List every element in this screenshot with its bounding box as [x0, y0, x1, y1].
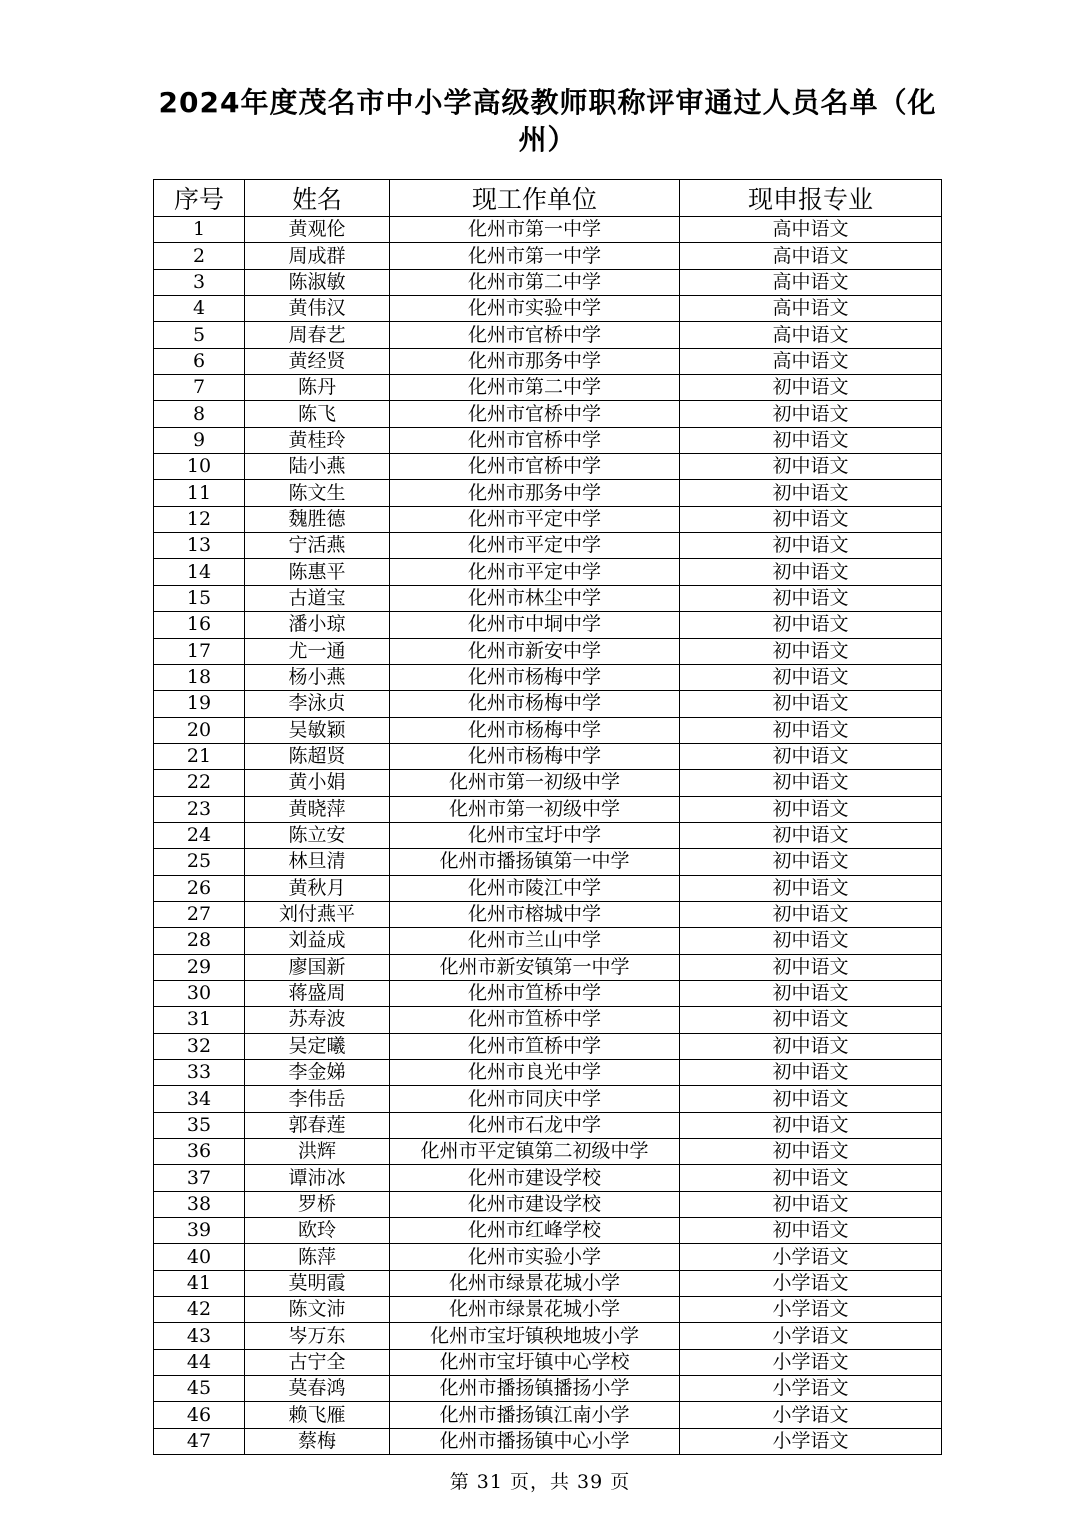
cell-name: 吴敏颖: [245, 717, 390, 743]
cell-major: 小学语文: [680, 1376, 942, 1402]
cell-number: 40: [154, 1244, 245, 1270]
cell-major: 小学语文: [680, 1244, 942, 1270]
cell-number: 23: [154, 796, 245, 822]
table-row: [154, 717, 942, 743]
cell-major: 初中语文: [680, 1165, 942, 1191]
cell-workplace: 化州市榕城中学: [390, 901, 680, 927]
cell-workplace: 化州市笪桥中学: [390, 1033, 680, 1059]
table-row: [154, 1086, 942, 1112]
cell-number: 45: [154, 1376, 245, 1402]
table-row: [154, 243, 942, 269]
cell-number: 12: [154, 506, 245, 532]
cell-major: 初中语文: [680, 585, 942, 611]
cell-name: 李金娣: [245, 1060, 390, 1086]
cell-major: 初中语文: [680, 928, 942, 954]
cell-workplace: 化州市林尘中学: [390, 585, 680, 611]
cell-name: 陈萍: [245, 1244, 390, 1270]
cell-workplace: 化州市平定中学: [390, 506, 680, 532]
table-row: [154, 875, 942, 901]
cell-workplace: 化州市同庆中学: [390, 1086, 680, 1112]
cell-major: 初中语文: [680, 954, 942, 980]
cell-major: 初中语文: [680, 612, 942, 638]
document-title: 2024年度茂名市中小学高级教师职称评审通过人员名单（化州）: [158, 86, 937, 156]
cell-major: 初中语文: [680, 533, 942, 559]
cell-major: 初中语文: [680, 1060, 942, 1086]
cell-name: 谭沛冰: [245, 1165, 390, 1191]
table-row: [154, 1112, 942, 1138]
cell-number: 42: [154, 1297, 245, 1323]
table-row: [154, 1297, 942, 1323]
cell-name: 廖国新: [245, 954, 390, 980]
cell-number: 21: [154, 743, 245, 769]
cell-major: 小学语文: [680, 1402, 942, 1428]
cell-major: 初中语文: [680, 506, 942, 532]
cell-major: 初中语文: [680, 1191, 942, 1217]
cell-major: 初中语文: [680, 717, 942, 743]
cell-name: 莫明霞: [245, 1270, 390, 1296]
cell-workplace: 化州市官桥中学: [390, 401, 680, 427]
cell-name: 古宁全: [245, 1349, 390, 1375]
table-row: [154, 1165, 942, 1191]
cell-number: 17: [154, 638, 245, 664]
cell-name: 苏寿波: [245, 1007, 390, 1033]
cell-workplace: 化州市实验小学: [390, 1244, 680, 1270]
cell-major: 小学语文: [680, 1297, 942, 1323]
cell-workplace: 化州市播扬镇第一中学: [390, 849, 680, 875]
cell-workplace: 化州市新安中学: [390, 638, 680, 664]
cell-name: 陈超贤: [245, 743, 390, 769]
cell-major: 高中语文: [680, 269, 942, 295]
cell-number: 1: [154, 217, 245, 243]
cell-number: 19: [154, 691, 245, 717]
table-row: [154, 1218, 942, 1244]
cell-workplace: 化州市播扬镇江南小学: [390, 1402, 680, 1428]
cell-workplace: 化州市宝圩镇秧地坡小学: [390, 1323, 680, 1349]
cell-number: 39: [154, 1218, 245, 1244]
cell-name: 岑万东: [245, 1323, 390, 1349]
cell-number: 38: [154, 1191, 245, 1217]
cell-number: 31: [154, 1007, 245, 1033]
cell-number: 28: [154, 928, 245, 954]
cell-number: 2: [154, 243, 245, 269]
cell-workplace: 化州市播扬镇播扬小学: [390, 1376, 680, 1402]
cell-workplace: 化州市那务中学: [390, 348, 680, 374]
cell-name: 潘小琼: [245, 612, 390, 638]
cell-workplace: 化州市官桥中学: [390, 427, 680, 453]
table-row: [154, 1244, 942, 1270]
cell-number: 41: [154, 1270, 245, 1296]
cell-major: 初中语文: [680, 1139, 942, 1165]
table-row: [154, 1270, 942, 1296]
cell-name: 罗桥: [245, 1191, 390, 1217]
cell-major: 初中语文: [680, 375, 942, 401]
cell-major: 高中语文: [680, 348, 942, 374]
cell-workplace: 化州市宝圩镇中心学校: [390, 1349, 680, 1375]
cell-number: 16: [154, 612, 245, 638]
cell-name: 李泳贞: [245, 691, 390, 717]
cell-name: 欧玲: [245, 1218, 390, 1244]
cell-name: 赖飞雁: [245, 1402, 390, 1428]
cell-workplace: 化州市陵江中学: [390, 875, 680, 901]
cell-name: 蒋盛周: [245, 980, 390, 1006]
cell-major: 初中语文: [680, 849, 942, 875]
cell-major: 初中语文: [680, 401, 942, 427]
cell-workplace: 化州市第一初级中学: [390, 796, 680, 822]
table-row: [154, 1191, 942, 1217]
cell-workplace: 化州市第一初级中学: [390, 770, 680, 796]
cell-name: 黄伟汉: [245, 296, 390, 322]
cell-workplace: 化州市红峰学校: [390, 1218, 680, 1244]
cell-name: 陈立安: [245, 822, 390, 848]
cell-number: 5: [154, 322, 245, 348]
cell-name: 蔡梅: [245, 1428, 390, 1454]
table-row: [154, 454, 942, 480]
cell-major: 初中语文: [680, 480, 942, 506]
table-row: [154, 1033, 942, 1059]
cell-name: 黄小娟: [245, 770, 390, 796]
cell-number: 22: [154, 770, 245, 796]
cell-name: 莫春鸿: [245, 1376, 390, 1402]
cell-name: 黄经贤: [245, 348, 390, 374]
table-row: [154, 375, 942, 401]
cell-major: 初中语文: [680, 691, 942, 717]
cell-major: 初中语文: [680, 875, 942, 901]
cell-workplace: 化州市兰山中学: [390, 928, 680, 954]
header-major: 现申报专业: [680, 180, 942, 217]
table-row: [154, 401, 942, 427]
table-row: [154, 1428, 942, 1454]
cell-number: 29: [154, 954, 245, 980]
cell-name: 黄桂玲: [245, 427, 390, 453]
table-header-row: [154, 180, 942, 217]
cell-number: 20: [154, 717, 245, 743]
cell-name: 李伟岳: [245, 1086, 390, 1112]
table-row: [154, 1376, 942, 1402]
cell-name: 陈文沛: [245, 1297, 390, 1323]
cell-major: 初中语文: [680, 664, 942, 690]
cell-workplace: 化州市杨梅中学: [390, 664, 680, 690]
cell-number: 47: [154, 1428, 245, 1454]
cell-workplace: 化州市那务中学: [390, 480, 680, 506]
cell-number: 37: [154, 1165, 245, 1191]
table-row: [154, 480, 942, 506]
table-row: [154, 770, 942, 796]
cell-workplace: 化州市石龙中学: [390, 1112, 680, 1138]
table-body: [154, 217, 942, 1455]
cell-major: 初中语文: [680, 1033, 942, 1059]
cell-number: 3: [154, 269, 245, 295]
table-row: [154, 664, 942, 690]
cell-number: 11: [154, 480, 245, 506]
table-row: [154, 980, 942, 1006]
cell-name: 黄晓萍: [245, 796, 390, 822]
table-row: [154, 1060, 942, 1086]
table-row: [154, 1139, 942, 1165]
cell-number: 44: [154, 1349, 245, 1375]
cell-name: 周春艺: [245, 322, 390, 348]
table-row: [154, 1349, 942, 1375]
cell-major: 小学语文: [680, 1428, 942, 1454]
page-footer: 第 31 页，共 39 页: [449, 1471, 631, 1493]
table-row: [154, 296, 942, 322]
cell-major: 初中语文: [680, 980, 942, 1006]
cell-major: 初中语文: [680, 1007, 942, 1033]
cell-number: 14: [154, 559, 245, 585]
cell-name: 尤一通: [245, 638, 390, 664]
cell-major: 初中语文: [680, 427, 942, 453]
table-row: [154, 612, 942, 638]
cell-workplace: 化州市建设学校: [390, 1165, 680, 1191]
cell-workplace: 化州市第一中学: [390, 243, 680, 269]
cell-workplace: 化州市新安镇第一中学: [390, 954, 680, 980]
cell-major: 小学语文: [680, 1323, 942, 1349]
table-row: [154, 954, 942, 980]
header-workplace: 现工作单位: [390, 180, 680, 217]
cell-name: 郭春莲: [245, 1112, 390, 1138]
cell-major: 高中语文: [680, 322, 942, 348]
cell-major: 初中语文: [680, 638, 942, 664]
cell-name: 黄观伦: [245, 217, 390, 243]
table-row: [154, 1323, 942, 1349]
cell-workplace: 化州市绿景花城小学: [390, 1270, 680, 1296]
table-row: [154, 822, 942, 848]
cell-name: 陈淑敏: [245, 269, 390, 295]
cell-workplace: 化州市杨梅中学: [390, 691, 680, 717]
table-row: [154, 348, 942, 374]
cell-name: 洪辉: [245, 1139, 390, 1165]
cell-number: 32: [154, 1033, 245, 1059]
cell-major: 高中语文: [680, 217, 942, 243]
cell-workplace: 化州市官桥中学: [390, 322, 680, 348]
cell-name: 刘益成: [245, 928, 390, 954]
cell-workplace: 化州市第一中学: [390, 217, 680, 243]
cell-name: 宁活燕: [245, 533, 390, 559]
table-row: [154, 928, 942, 954]
cell-workplace: 化州市实验中学: [390, 296, 680, 322]
cell-workplace: 化州市笪桥中学: [390, 980, 680, 1006]
cell-workplace: 化州市第二中学: [390, 375, 680, 401]
table-row: [154, 743, 942, 769]
cell-name: 陆小燕: [245, 454, 390, 480]
cell-workplace: 化州市宝圩中学: [390, 822, 680, 848]
cell-number: 33: [154, 1060, 245, 1086]
cell-number: 46: [154, 1402, 245, 1428]
table-row: [154, 796, 942, 822]
cell-workplace: 化州市杨梅中学: [390, 717, 680, 743]
cell-number: 18: [154, 664, 245, 690]
cell-major: 小学语文: [680, 1349, 942, 1375]
cell-number: 4: [154, 296, 245, 322]
cell-major: 初中语文: [680, 822, 942, 848]
cell-number: 35: [154, 1112, 245, 1138]
cell-major: 初中语文: [680, 1112, 942, 1138]
cell-number: 10: [154, 454, 245, 480]
cell-number: 25: [154, 849, 245, 875]
cell-name: 陈文生: [245, 480, 390, 506]
cell-workplace: 化州市平定镇第二初级中学: [390, 1139, 680, 1165]
cell-workplace: 化州市良光中学: [390, 1060, 680, 1086]
cell-workplace: 化州市平定中学: [390, 559, 680, 585]
cell-major: 初中语文: [680, 901, 942, 927]
cell-number: 30: [154, 980, 245, 1006]
cell-number: 15: [154, 585, 245, 611]
cell-major: 初中语文: [680, 1086, 942, 1112]
cell-number: 26: [154, 875, 245, 901]
table-row: [154, 506, 942, 532]
cell-number: 6: [154, 348, 245, 374]
cell-workplace: 化州市绿景花城小学: [390, 1297, 680, 1323]
table-row: [154, 901, 942, 927]
table-row: [154, 638, 942, 664]
cell-major: 高中语文: [680, 296, 942, 322]
cell-name: 陈惠平: [245, 559, 390, 585]
cell-name: 林旦清: [245, 849, 390, 875]
table-row: [154, 849, 942, 875]
table-row: [154, 585, 942, 611]
cell-name: 刘付燕平: [245, 901, 390, 927]
table-row: [154, 427, 942, 453]
table-row: [154, 322, 942, 348]
cell-number: 24: [154, 822, 245, 848]
cell-major: 小学语文: [680, 1270, 942, 1296]
cell-major: 初中语文: [680, 1218, 942, 1244]
cell-workplace: 化州市官桥中学: [390, 454, 680, 480]
header-number: 序号: [154, 180, 245, 217]
cell-name: 古道宝: [245, 585, 390, 611]
cell-major: 初中语文: [680, 454, 942, 480]
table-row: [154, 217, 942, 243]
cell-workplace: 化州市中垌中学: [390, 612, 680, 638]
roster-table: [153, 179, 942, 1455]
cell-major: 初中语文: [680, 743, 942, 769]
cell-number: 8: [154, 401, 245, 427]
cell-number: 13: [154, 533, 245, 559]
cell-major: 初中语文: [680, 559, 942, 585]
cell-workplace: 化州市平定中学: [390, 533, 680, 559]
table-row: [154, 1007, 942, 1033]
cell-workplace: 化州市笪桥中学: [390, 1007, 680, 1033]
table-row: [154, 269, 942, 295]
cell-number: 7: [154, 375, 245, 401]
table-row: [154, 691, 942, 717]
table-row: [154, 533, 942, 559]
cell-name: 黄秋月: [245, 875, 390, 901]
cell-name: 魏胜德: [245, 506, 390, 532]
cell-name: 杨小燕: [245, 664, 390, 690]
cell-workplace: 化州市杨梅中学: [390, 743, 680, 769]
cell-number: 34: [154, 1086, 245, 1112]
cell-major: 高中语文: [680, 243, 942, 269]
cell-number: 36: [154, 1139, 245, 1165]
cell-name: 周成群: [245, 243, 390, 269]
cell-number: 43: [154, 1323, 245, 1349]
cell-name: 陈飞: [245, 401, 390, 427]
cell-major: 初中语文: [680, 796, 942, 822]
cell-name: 吴定曦: [245, 1033, 390, 1059]
cell-workplace: 化州市第二中学: [390, 269, 680, 295]
table-row: [154, 559, 942, 585]
cell-number: 27: [154, 901, 245, 927]
cell-workplace: 化州市建设学校: [390, 1191, 680, 1217]
cell-major: 初中语文: [680, 770, 942, 796]
header-name: 姓名: [245, 180, 390, 217]
cell-number: 9: [154, 427, 245, 453]
cell-workplace: 化州市播扬镇中心小学: [390, 1428, 680, 1454]
cell-name: 陈丹: [245, 375, 390, 401]
table-row: [154, 1402, 942, 1428]
